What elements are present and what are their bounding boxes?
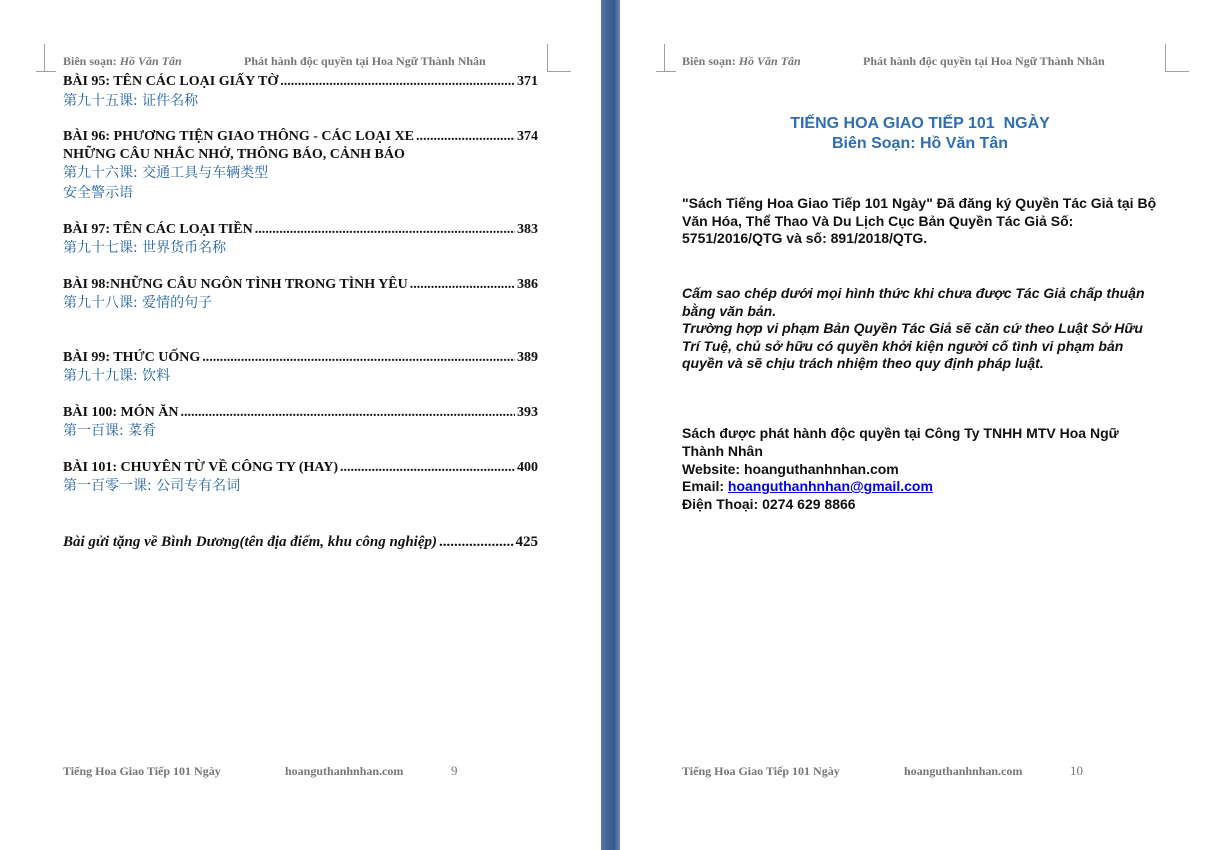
crop-mark [547, 71, 571, 72]
toc-leader-dots [340, 459, 515, 477]
header-compiler-name: Hồ Văn Tân [738, 54, 801, 68]
toc-title-text: BÀI 99: THỨC UỐNG [63, 350, 201, 365]
toc-leader-dots [280, 73, 515, 91]
toc-title-text: BÀI 96: PHƯƠNG TIỆN GIAO THÔNG - CÁC LOẠI XE [63, 129, 414, 144]
phone-value: 0274 629 8866 [762, 496, 856, 512]
toc-title-text: Bài gửi tặng về Bình Dương(tên địa điểm, khu công nghiệp) [63, 534, 437, 550]
header-compiler-label: Biên soạn: [63, 54, 117, 68]
toc-entry-title[interactable] [63, 128, 538, 146]
website-value: hoanguthanhnhan.com [743, 461, 899, 477]
toc-page-number: 400 [517, 460, 538, 475]
crop-mark [44, 44, 45, 72]
toc-chinese-title: 第九十八课: 爱情的句子 [63, 295, 213, 311]
toc-chinese-title: 第九十九课: 饮料 [63, 368, 171, 384]
website-label: Website: [682, 461, 741, 477]
crop-mark [547, 44, 548, 72]
email-line [682, 477, 933, 495]
warning-paragraph: Trường hợp vi phạm Bản Quyền Tác Giả sẽ căn cứ theo Luật Sở Hữu Trí Tuệ, chủ sở hữu có quyền khởi kiện người cố tình vi phạm bản quyền và sẽ chịu trách nhiệm theo quy định pháp luật. [682, 320, 1143, 371]
toc-chinese-title: 第九十六课: 交通工具与车辆类型 [63, 165, 269, 181]
toc-page-number: 371 [517, 74, 538, 89]
book-subtitle: Biên Soạn: Hồ Văn Tân [831, 135, 1008, 152]
toc-chinese-title: 安全警示语 [63, 185, 133, 201]
email-label: Email: [682, 478, 725, 494]
header-compiler-label: Biên soạn: [682, 54, 736, 68]
toc-leader-dots [255, 221, 515, 239]
footer-website: hoanguthanhnhan.com [285, 764, 404, 778]
phone-label: Điện Thoại: [682, 496, 759, 512]
email-link[interactable]: hoanguthanhnhan@gmail.com [727, 478, 933, 494]
toc-page-number: 425 [515, 534, 538, 550]
toc-leader-dots [410, 276, 515, 294]
toc-leader-dots [416, 128, 515, 146]
warning-paragraph: Cấm sao chép dưới mọi hình thức khi chưa được Tác Giả chấp thuận bằng văn bản. [682, 285, 1145, 319]
toc-chinese-title: 第九十五课: 证件名称 [63, 93, 199, 109]
toc-title-text: BÀI 101: CHUYÊN TỪ VỀ CÔNG TY (HAY) [63, 460, 338, 475]
toc-page-number: 374 [517, 129, 538, 144]
toc-chinese-title: 第一百课: 菜肴 [63, 423, 157, 439]
toc-entry-title[interactable] [63, 276, 538, 294]
toc-title-text: BÀI 100: MÓN ĂN [63, 405, 179, 420]
website-line [682, 460, 899, 478]
document-page-9 [0, 0, 601, 850]
toc-chinese-title: 第九十七课: 世界货币名称 [63, 240, 227, 256]
page-header [63, 54, 182, 69]
crop-mark [664, 44, 665, 72]
toc-entry-title[interactable] [63, 404, 538, 422]
toc-leader-dots [202, 349, 515, 367]
header-publisher: Phát hành độc quyền tại Hoa Ngữ Thành Nhân [244, 54, 486, 68]
toc-page-number: 393 [517, 405, 538, 420]
footer-website: hoanguthanhnhan.com [904, 764, 1023, 778]
toc-page-number: 389 [517, 350, 538, 365]
distribution-text: Sách được phát hành độc quyền tại Công Ty TNHH MTV Hoa Ngữ Thành Nhân [682, 425, 1119, 459]
toc-page-number: 383 [517, 222, 538, 237]
crop-mark [36, 71, 56, 72]
page-header [682, 54, 801, 69]
footer-book-title: Tiếng Hoa Giao Tiếp 101 Ngày [682, 764, 840, 778]
page-number: 9 [451, 763, 458, 778]
toc-title-text: BÀI 98:NHỮNG CÂU NGÔN TÌNH TRONG TÌNH YÊU [63, 277, 408, 292]
toc-entry-title[interactable] [63, 349, 538, 367]
toc-leader-dots [181, 404, 516, 422]
header-publisher: Phát hành độc quyền tại Hoa Ngữ Thành Nhân [863, 54, 1105, 68]
book-title: TIẾNG HOA GIAO TIẾP 101 NGÀY [790, 115, 1050, 132]
toc-leader-dots [439, 533, 514, 551]
crop-mark [656, 71, 676, 72]
toc-chinese-title: 第一百零一课: 公司专有名词 [63, 478, 241, 494]
phone-line [682, 495, 856, 513]
toc-entry-title[interactable] [63, 221, 538, 239]
toc-entry-title[interactable] [63, 459, 538, 477]
toc-title-line2: NHỮNG CÂU NHẮC NHỞ, THÔNG BÁO, CẢNH BÁO [63, 147, 405, 162]
page-gutter [601, 0, 620, 850]
footer-book-title: Tiếng Hoa Giao Tiếp 101 Ngày [63, 764, 221, 778]
toc-title-text: BÀI 97: TÊN CÁC LOẠI TIỀN [63, 222, 253, 237]
copyright-paragraph: "Sách Tiếng Hoa Giao Tiếp 101 Ngày" Đã đăng ký Quyền Tác Giả tại Bộ Văn Hóa, Thể Thao Và Du Lịch Cục Bản Quyền Tác Giả Số: 5751/2016/QTG và số: 891/2018/QTG. [682, 195, 1157, 246]
crop-mark [1165, 44, 1166, 72]
page-number: 10 [1070, 763, 1083, 778]
toc-title-text: BÀI 95: TÊN CÁC LOẠI GIẤY TỜ [63, 74, 279, 89]
header-compiler-name: Hồ Văn Tân [119, 54, 182, 68]
toc-page-number: 386 [517, 277, 538, 292]
crop-mark [1165, 71, 1189, 72]
toc-entry-title[interactable] [63, 73, 538, 91]
toc-entry-title[interactable] [63, 533, 538, 551]
